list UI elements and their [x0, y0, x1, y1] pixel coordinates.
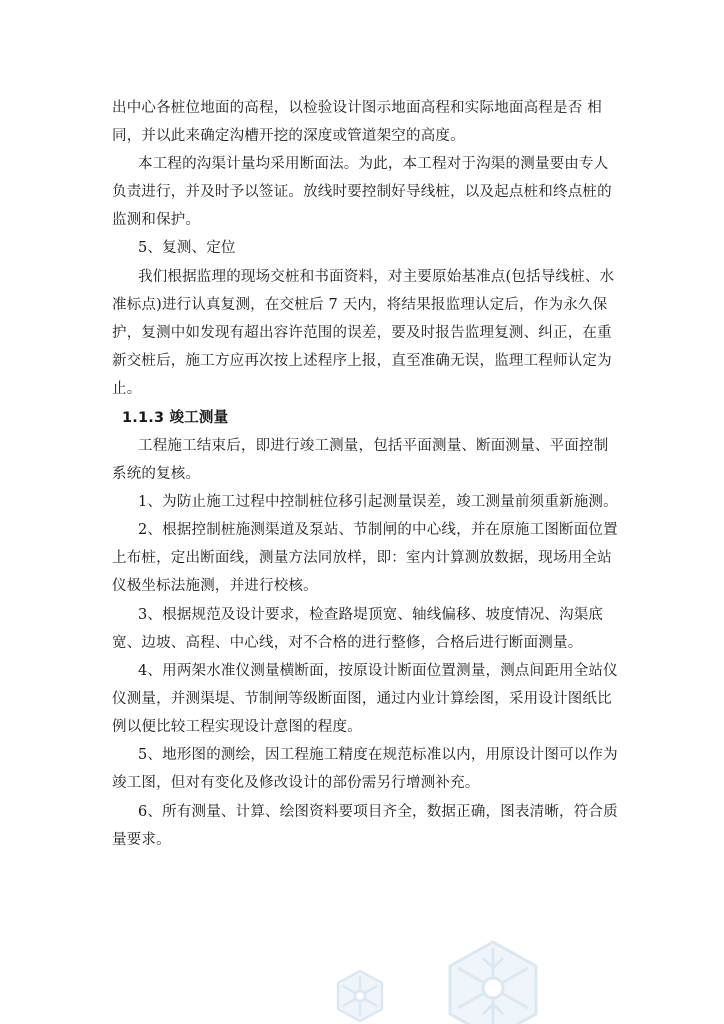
paragraph-line: 出中心各桩位地面的高程，以检验设计图示地面高程和实际地面高程是否 相 [112, 100, 602, 116]
list-item-line: 5、地形图的测绘，因工程施工精度在规范标准以内，用原设计图可以作为 [138, 747, 618, 763]
paragraph-line: 止。 [112, 381, 142, 397]
paragraph-line: 负责进行，并及时予以签证。放线时要控制好导线桩，以及起点桩和终点桩的 [112, 184, 612, 200]
paragraph-line: 护，复测中如发现有超出容许范围的误差，要及时报告监理复测、纠正，在重 [112, 325, 612, 341]
list-item-line: 6、所有测量、计算、绘图资料要项目齐全，数据正确，图表清晰，符合质 [138, 804, 618, 820]
snowflake-watermark-icon [334, 968, 386, 1024]
list-item-line: 4、用两架水准仪测量横断面，按原设计断面位置测量，测点间距用全站仪 [138, 663, 618, 679]
section-subheading: 5、复测、定位 [138, 240, 236, 256]
list-item-line: 仪极坐标法施测，并进行校核。 [112, 578, 318, 594]
paragraph-line: 本工程的沟渠计量均采用断面法。为此，本工程对于沟渠的测量要由专人 [138, 156, 609, 172]
paragraph-line: 同，并以此来确定沟槽开挖的深度或管道架空的高度。 [112, 128, 465, 144]
list-item-line: 例以便比较工程实现设计意图的程度。 [112, 719, 362, 735]
paragraph-line: 工程施工结束后，即进行竣工测量，包括平面测量、断面测量、平面控制 [138, 438, 609, 454]
paragraph-line: 系统的复核。 [112, 466, 201, 482]
list-item-line: 竣工图，但对有变化及修改设计的部份需另行增测补充。 [112, 775, 480, 791]
list-item-line: 3、根据规范及设计要求，检查路堤顶宽、轴线偏移、坡度情况、沟渠底 [138, 607, 604, 623]
paragraph-line: 监测和保护。 [112, 212, 201, 228]
paragraph-line: 我们根据监理的现场交桩和书面资料，对主要原始基准点(包括导线桩、水 [138, 269, 615, 285]
paragraph-line: 新交桩后，施工方应再次按上述程序上报，直至准确无误，监理工程师认定为 [112, 353, 612, 369]
list-item-line: 上布桩，定出断面线，测量方法同放样，即：室内计算测放数据，现场用全站 [112, 550, 612, 566]
list-item-line: 宽、边坡、高程、中心线，对不合格的进行整修，合格后进行断面测量。 [112, 635, 583, 651]
list-item-line: 量要求。 [112, 832, 171, 848]
section-heading: 1.1.3 竣工测量 [122, 410, 229, 426]
list-item-line: 仪测量，并测渠堤、节制闸等级断面图，通过内业计算绘图，采用设计图纸比 [112, 691, 612, 707]
list-item-line: 1、为防止施工过程中控制桩位移引起测量误差，竣工测量前须重新施测。 [138, 494, 618, 510]
snowflake-watermark-icon [438, 938, 548, 1024]
list-item-line: 2、根据控制桩施测渠道及泵站、节制闸的中心线，并在原施工图断面位置 [138, 522, 618, 538]
paragraph-line: 准标点)进行认真复测，在交桩后 7 天内，将结果报监理认定后，作为永久保 [112, 297, 608, 313]
